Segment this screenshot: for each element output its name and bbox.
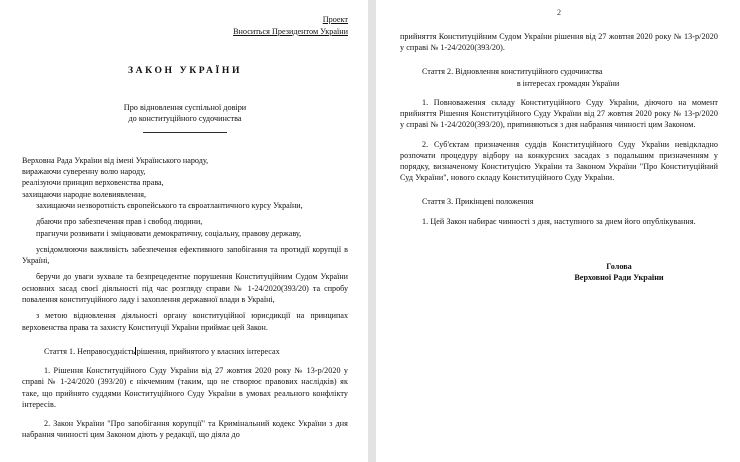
page-gutter (368, 0, 376, 462)
preamble-line: виражаючи суверенну волю народу, (22, 167, 146, 177)
header-draft-label: Проект (322, 15, 348, 24)
preamble-line: захищаючи народне волевиявлення, (22, 189, 146, 199)
article-1-heading (22, 346, 348, 357)
signature-title: Голова (606, 261, 632, 271)
law-subtitle-line-2: до конституційного судочинства (128, 114, 242, 124)
article-1-heading-prefix: Стаття 1. Неправосудність (44, 346, 136, 356)
article-1-item: 2. Закон України "Про запобігання корупції" та Кримінальний кодекс України з дня набрання чинності цим Законом діють у редакції, що діяла до (22, 419, 348, 440)
signature-organization: Верховної Ради України (574, 273, 664, 283)
preamble-paragraph: усвідомлюючи важливість забезпечення ефективного запобігання та протидії корупції в Україні, (22, 244, 348, 266)
article-1-item: 1. Рішення Конституційного Суду України від 27 жовтня 2020 року № 13-р/2020 у справі № 1-24/2020 (393/20) є нікчемним (таким, що не створює правових наслідків) як таке, що прийнято суддями Конституційного Суду України в умовах реального конфлікту інтересів. (22, 366, 348, 409)
article-1-heading-suffix: рішення, прийнятого у власних інтересах (136, 346, 280, 356)
preamble-line: реалізуючи принцип верховенства права, (22, 178, 164, 188)
article-2-heading-line-2: в інтересах громадян України (516, 78, 620, 88)
article-2-heading-line-1: Стаття 2. Відновлення конституційного судочинства (422, 67, 603, 77)
article-3-heading: Стаття 3. Прикінцеві положення (422, 197, 534, 207)
preamble-line: Верховна Рада України від імені Українського народу, (22, 155, 209, 165)
article-3-item: 1. Цей Закон набирає чинності з дня, наступного за днем його опублікування. (422, 216, 696, 226)
page-title: ЗАКОН УКРАЇНИ (127, 65, 243, 76)
preamble-line: захищаючи незворотність європейського та євроатлантичного курсу України, (36, 201, 303, 210)
header-submitter-label: Вноситься Президентом України (233, 26, 348, 36)
document-page-2 (376, 0, 740, 462)
law-subtitle-line-1: Про відновлення суспільної довіри (123, 103, 247, 112)
preamble-paragraph: беручи до уваги зухвале та безпрецедентне порушення Конституційним Судом України основних засад своєї діяльності під час розгляду справи № 1-24/2020(393/20) та спробу повалення конституційного ладу і захоплення державної влади в Україні, (22, 272, 348, 305)
document-header (22, 14, 348, 37)
document-page-1 (0, 0, 368, 462)
preamble-paragraph: прагнучи розвивати і зміцнювати демократичну, соціальну, правову державу, (36, 228, 302, 238)
preamble-paragraph: дбаючи про забезпечення прав і свобод людини, (36, 217, 203, 227)
preamble-paragraph: з метою відновлення діяльності органу конституційної юрисдикції на принципах верховенства права та захисту Конституції України приймає цей Закон. (22, 311, 348, 332)
page-number: 2 (556, 8, 562, 17)
article-2-item: 1. Повноваження складу Конституційного Суду України, діючого на момент прийняття Рішення Конституційного Суду України від 27 жовтня 2020 року № 13-р/2020 у справі № 1-24/2020(393/20), припиняються з дня набрання чинності цим Законом. (400, 98, 718, 130)
article-2-item: 2. Суб'єктам призначення суддів Конституційного Суду України невідкладно розпочати процедуру відбору на конкурсних засадах з подальшим призначенням у порядку, визначеному Конституцією України та Законом України "Про Конституційний Суд України", нового складу Конституційного Суду України. (400, 139, 718, 183)
page-2-continuation: прийняття Конституційним Судом України рішення від 27 жовтня 2020 року № 13-р/2020 у справі № 1-24/2020(393/20). (400, 32, 718, 53)
